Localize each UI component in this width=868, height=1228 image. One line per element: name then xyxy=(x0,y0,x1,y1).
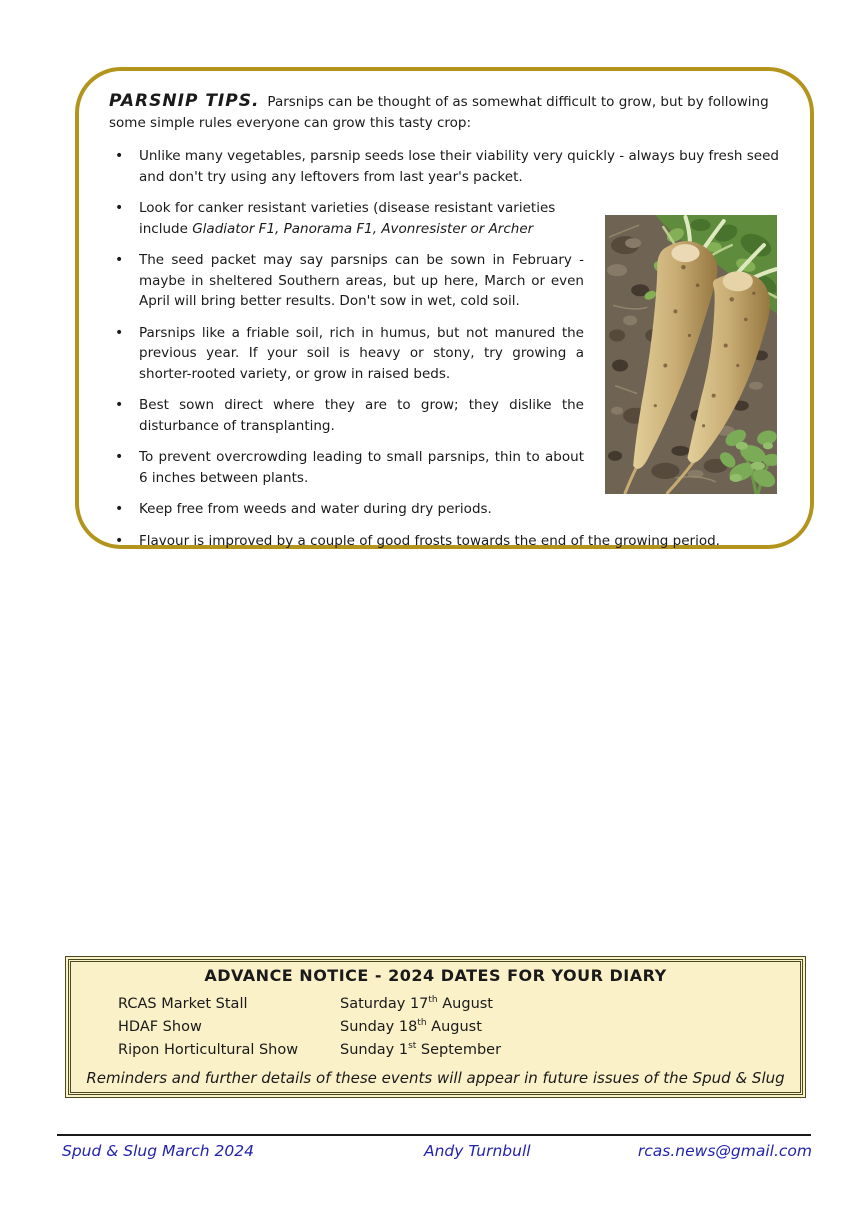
tip-bullet xyxy=(113,499,784,520)
tip-bullet xyxy=(113,250,584,312)
tips-heading-paragraph xyxy=(109,91,784,134)
event-date-ordinal: st xyxy=(408,1041,417,1052)
tip-bullet xyxy=(113,146,784,187)
tip-bullet xyxy=(113,447,584,488)
advance-notice-title: ADVANCE NOTICE - 2024 DATES FOR YOUR DIARY xyxy=(204,966,667,985)
tip-bullet xyxy=(113,531,784,552)
tip-text: The seed packet may say parsnips can be sown in February - maybe in sheltered Southern areas, but up here, March or even April will bring better results. Don't sow in wet, cold soil. xyxy=(139,252,584,309)
event-name: RCAS Market Stall xyxy=(118,996,248,1012)
footer-email: rcas.news@gmail.com xyxy=(637,1142,812,1160)
event-row xyxy=(118,993,805,1016)
footer-editor: Andy Turnbull xyxy=(424,1142,531,1160)
event-date-day: Sunday 1 xyxy=(340,1042,409,1058)
event-date-day: Saturday 17 xyxy=(340,996,429,1012)
footer-issue: Spud & Slug March 2024 xyxy=(62,1142,254,1160)
tip-text: Flavour is improved by a couple of good frosts towards the end of the growing period. xyxy=(139,532,720,549)
footer xyxy=(0,1142,868,1166)
tip-text: Parsnips like a friable soil, rich in humus, but not manured the previous year. If your soil is heavy or stony, try growing a shorter-rooted variety, or grow in raised beds. xyxy=(139,324,584,382)
tip-text: To prevent overcrowding leading to small parsnips, thin to about 6 inches between plants. xyxy=(139,449,584,486)
parsnips-photo-art xyxy=(605,215,777,494)
tip-text: Best sown direct where they are to grow; they dislike the disturbance of transplanting. xyxy=(139,397,584,434)
tip-text: Unlike many vegetables, parsnip seeds lose their viability very quickly - always buy fresh seed and don't try using any leftovers from last year's packet. xyxy=(139,148,779,185)
event-date xyxy=(340,993,493,1016)
advance-notice-footnote: Reminders and further details of these events will appear in future issues of the Spud & Slug xyxy=(86,1069,785,1087)
tip-bullet xyxy=(113,198,584,239)
tip-text: Keep free from weeds and water during dry periods. xyxy=(139,501,492,517)
event-row xyxy=(118,1039,805,1062)
tip-text: Look for canker resistant varieties (disease resistant varieties include xyxy=(139,200,556,237)
event-date-ordinal: th xyxy=(428,995,438,1006)
tip-variety-names: Gladiator F1, Panorama F1, Avonresister or Archer xyxy=(192,220,534,237)
event-date-month: August xyxy=(437,996,493,1012)
tip-bullet xyxy=(113,323,584,385)
event-name: Ripon Horticultural Show xyxy=(118,1042,299,1058)
footer-rule xyxy=(57,1134,811,1136)
event-row xyxy=(118,1016,805,1039)
advance-notice-box xyxy=(65,956,806,1098)
parsnips-photo xyxy=(605,215,777,494)
event-date-month: August xyxy=(426,1019,482,1035)
event-date-day: Sunday 18 xyxy=(340,1019,418,1035)
event-date-month: September xyxy=(416,1042,502,1058)
tips-intro: Parsnips can be thought of as somewhat difficult to grow, but by following some simple rules everyone can grow this tasty crop: xyxy=(109,94,769,131)
event-name: HDAF Show xyxy=(118,1019,202,1035)
parsnip-tips-box xyxy=(75,67,814,549)
event-date xyxy=(340,1039,501,1062)
event-date-ordinal: th xyxy=(417,1018,427,1029)
tip-bullet xyxy=(113,395,584,436)
event-date xyxy=(340,1016,482,1039)
tips-heading: PARSNIP TIPS. xyxy=(109,91,260,111)
